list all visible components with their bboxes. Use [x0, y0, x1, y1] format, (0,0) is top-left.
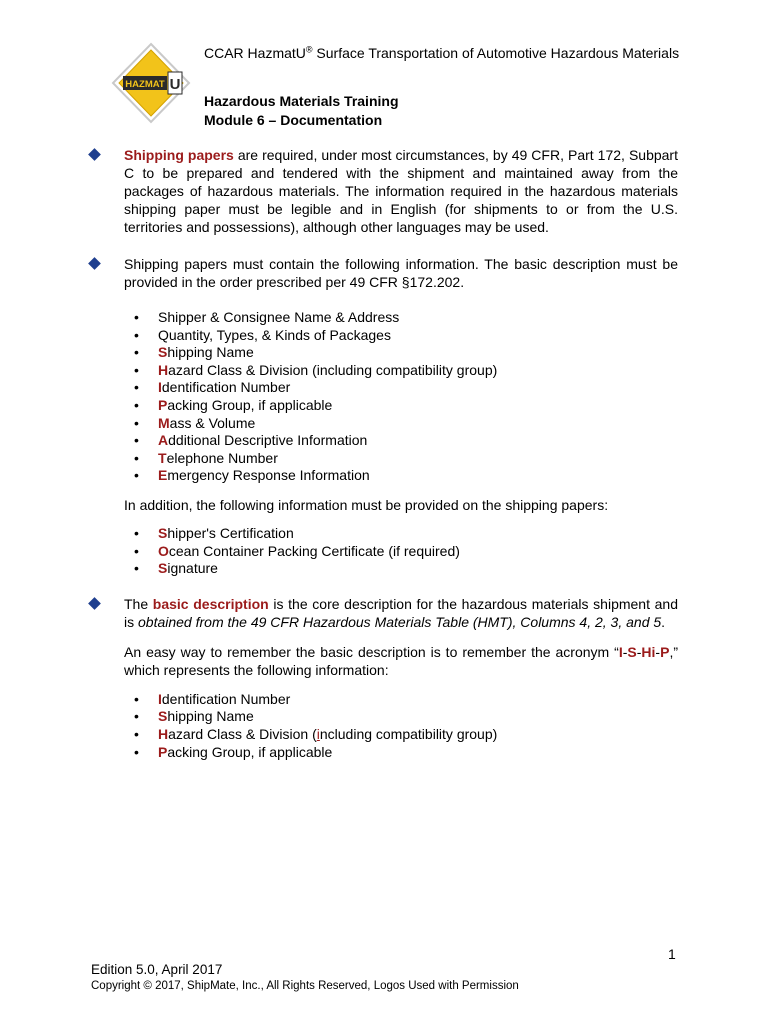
required-info-paragraph: [124, 255, 678, 291]
required-info-text: Shipping papers must contain the following information. The basic description must be provided in the order prescribed per 49 CFR §172.202.: [124, 256, 678, 290]
list-item: • Emergency Response Information: [134, 467, 370, 484]
registered-mark: ®: [305, 44, 313, 55]
acronym-paragraph: An easy way to remember the basic description is to remember the acronym “I-S-Hi-P,” which represents the following information:: [124, 643, 678, 678]
list-item: • Ocean Container Packing Certificate (if required): [134, 542, 460, 559]
basic-description-paragraph: The basic description is the core description for the hazardous materials shipment and is obtained from the 49 CFR Hazardous Materials Table (HMT), Columns 4, 2, 3, and 5.: [124, 595, 678, 631]
shipping-papers-term: Shipping papers: [124, 147, 234, 163]
shipping-papers-text: are required, under most circumstances, by 49 CFR, Part 172, Subpart C to be prepared and tendered with the shipment and maintained away from the packages of hazardous materials. The information required in the hazardous materials shipping paper must be legible and in English (for shipments to or from the U.S. territories and possessions), although other languages may be used.: [124, 147, 678, 235]
list-item: • Shipper & Consignee Name & Address: [134, 309, 400, 325]
main-content: [124, 146, 678, 761]
ishp-list: [124, 691, 678, 761]
edition-text: Edition 5.0, April 2017: [91, 962, 223, 977]
additional-info-list: [124, 525, 678, 578]
copyright-text: Copyright © 2017, ShipMate, Inc., All Rights Reserved, Logos Used with Permission: [91, 980, 519, 992]
list-item: • Telephone Number: [134, 449, 278, 466]
hazmatu-logo: [111, 42, 191, 124]
basic-description-term: basic description: [152, 595, 269, 612]
diamond-bullet-icon: [88, 597, 101, 610]
list-item: • Packing Group, if applicable: [134, 396, 333, 413]
list-item: • Shipper's Certification: [134, 524, 294, 541]
hmt-reference: obtained from the 49 CFR Hazardous Materials Table (HMT), Columns 4, 2, 3, and 5: [138, 613, 662, 630]
list-item: • Packing Group, if applicable: [134, 743, 333, 760]
list-item: • Identification Number: [134, 379, 291, 396]
ishp-acronym: I-S-Hi-P: [618, 643, 670, 660]
header-title-post: Surface Transportation of Automotive Hazardous Materials: [312, 45, 680, 61]
list-item: • Identification Number: [134, 690, 291, 707]
list-item: • Hazard Class & Division (including compatibility group): [134, 361, 498, 378]
list-item: • Hazard Class & Division (including compatibility group): [134, 725, 498, 742]
list-item: • Shipping Name: [134, 708, 254, 725]
list-item: • Quantity, Types, & Kinds of Packages: [134, 326, 391, 343]
module-line-2: Module 6 – Documentation: [204, 112, 383, 128]
list-item: • Signature: [134, 560, 218, 577]
list-item: • Mass & Volume: [134, 414, 256, 431]
diamond-bullet-icon: [88, 148, 101, 161]
logo-text: HAZMAT: [125, 79, 165, 90]
required-info-list: [124, 309, 678, 485]
logo-letter: U: [169, 76, 181, 93]
list-item: • Shipping Name: [134, 344, 254, 361]
header-title-pre: CCAR HazmatU: [204, 45, 306, 61]
list-item: • Additional Descriptive Information: [134, 432, 368, 449]
addition-paragraph: In addition, the following information must be provided on the shipping papers:: [124, 496, 609, 513]
document-header: [204, 44, 684, 62]
module-line-1: Hazardous Materials Training: [204, 93, 399, 109]
diamond-bullet-icon: [88, 257, 101, 270]
shipping-papers-paragraph: [124, 146, 678, 236]
page-number: 1: [668, 946, 676, 962]
module-title: [204, 92, 399, 130]
